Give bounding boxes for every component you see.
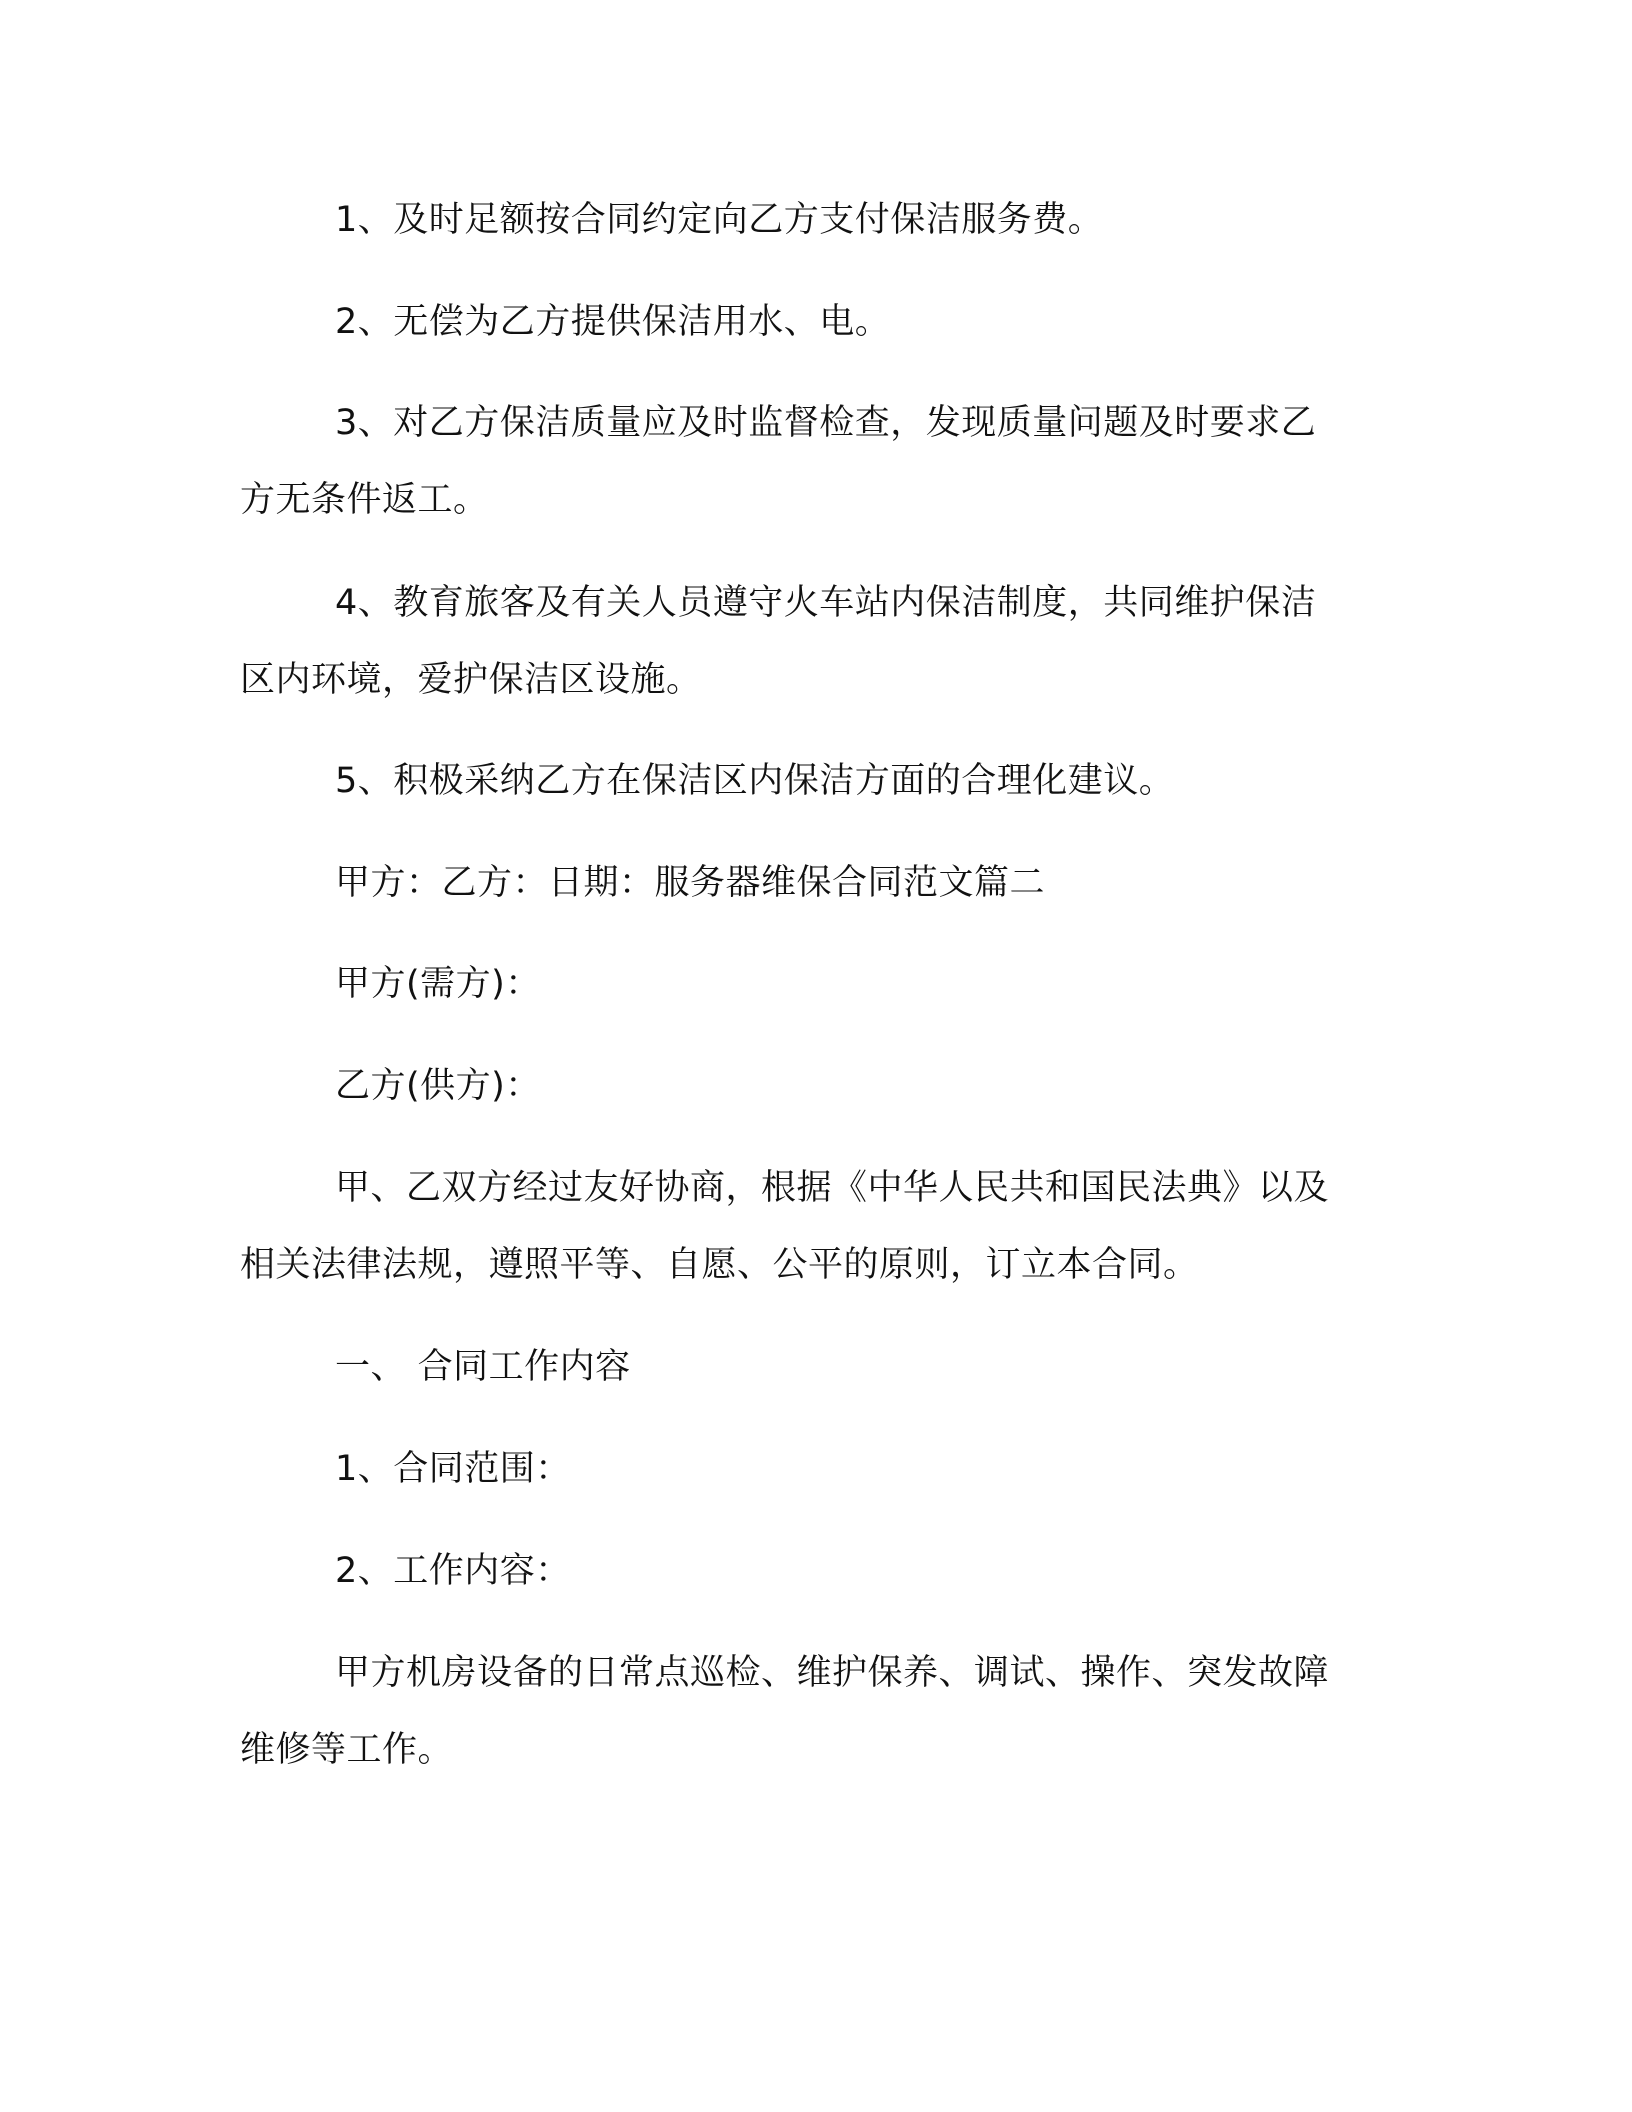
paragraph-line: 方无条件返工。	[240, 480, 489, 520]
paragraph-line: 3、对乙方保洁质量应及时监督检查，发现质量问题及时要求乙	[335, 403, 1317, 443]
paragraph-line: 甲方机房设备的日常点巡检、维护保养、调试、操作、突发故障	[335, 1653, 1330, 1693]
paragraph-line: 1、合同范围：	[335, 1449, 571, 1489]
paragraph-line: 4、教育旅客及有关人员遵守火车站内保洁制度，共同维护保洁	[335, 583, 1317, 623]
party-b-line	[0, 1048, 1632, 1125]
paragraph-3	[0, 385, 1632, 539]
work-content-label	[0, 1533, 1632, 1610]
party-a-line	[0, 946, 1632, 1023]
paragraph-line: 维修等工作。	[240, 1730, 454, 1770]
paragraph-line: 相关法律法规，遵照平等、自愿、公平的原则，订立本合同。	[240, 1245, 1199, 1285]
paragraph-4	[0, 565, 1632, 719]
section-heading	[0, 1329, 1632, 1406]
contract-scope	[0, 1431, 1632, 1508]
paragraph-1	[0, 182, 1632, 259]
paragraph-line: 甲方(需方)：	[335, 964, 541, 1004]
paragraph-line: 乙方(供方)：	[335, 1066, 541, 1106]
work-content-description	[0, 1635, 1632, 1789]
paragraph-line: 1、及时足额按合同约定向乙方支付保洁服务费。	[335, 200, 1104, 240]
paragraph-line: 一、 合同工作内容	[335, 1347, 631, 1387]
paragraph-line: 2、工作内容：	[335, 1551, 571, 1591]
paragraph-line: 2、无偿为乙方提供保洁用水、电。	[335, 302, 891, 342]
paragraph-line: 甲方：乙方：日期：服务器维保合同范文篇二	[335, 863, 1046, 903]
paragraph-line: 5、积极采纳乙方在保洁区内保洁方面的合理化建议。	[335, 761, 1175, 801]
paragraph-line: 甲、乙双方经过友好协商，根据《中华人民共和国民法典》以及	[335, 1168, 1330, 1208]
paragraph-2	[0, 284, 1632, 361]
contract-preamble	[0, 1150, 1632, 1304]
signature-line	[0, 845, 1632, 922]
paragraph-line: 区内环境，爱护保洁区设施。	[240, 660, 702, 700]
paragraph-5	[0, 743, 1632, 820]
